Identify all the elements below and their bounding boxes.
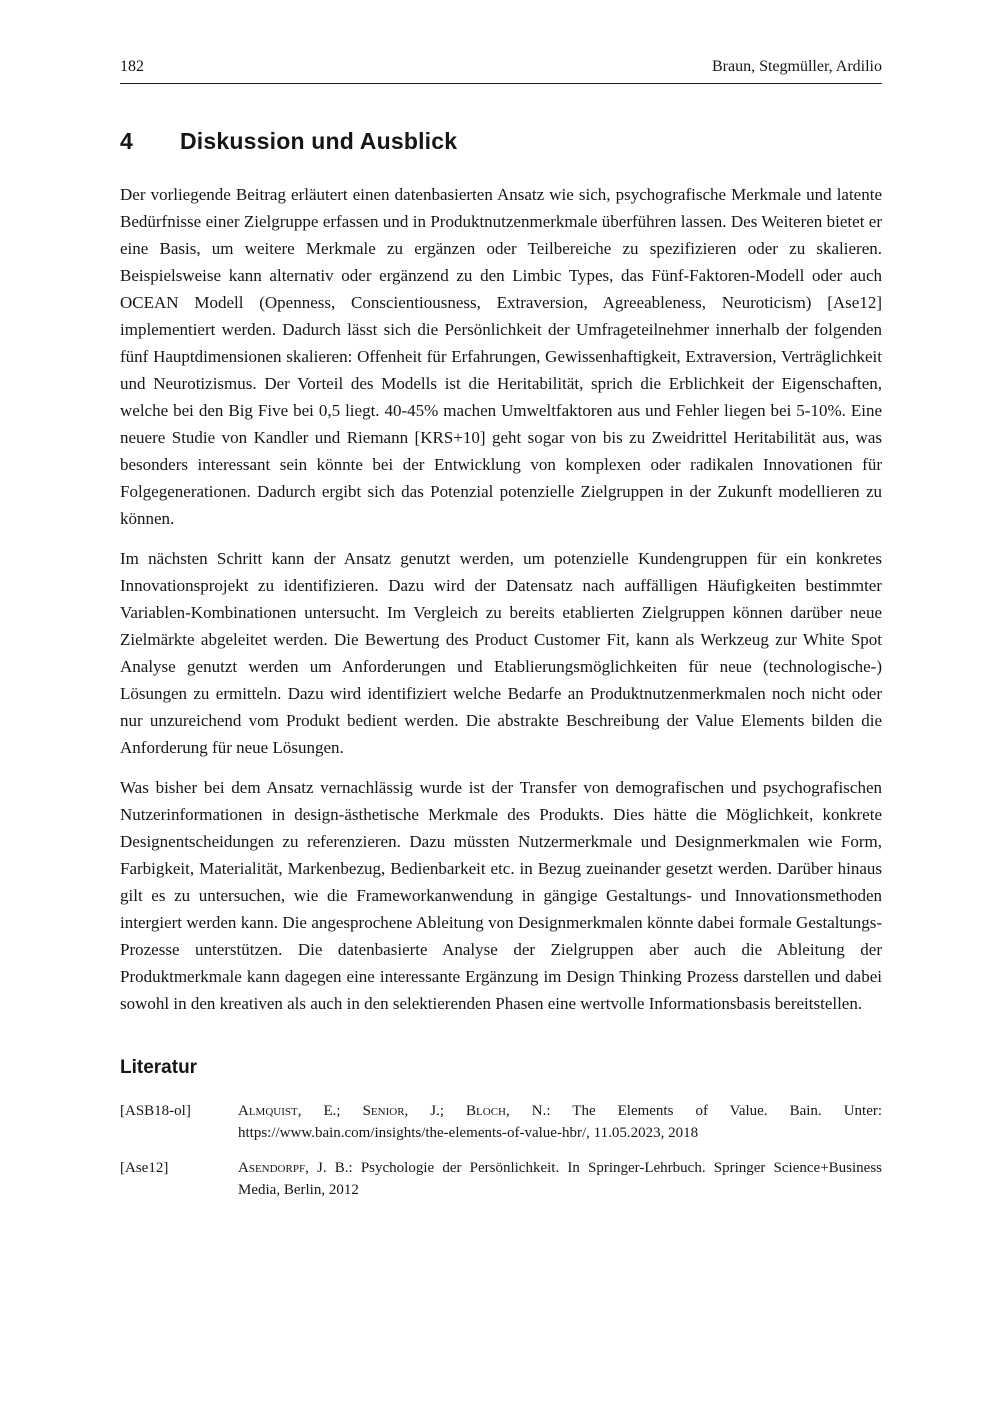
reference-entry xyxy=(120,1158,882,1201)
body-paragraph-2: Im nächsten Schritt kann der Ansatz genutzt werden, um potenzielle Kundengruppen für ein konkretes Innovationsprojekt zu identifizieren. Dazu wird der Datensatz nach auffälligen Häufigkeiten bestimmter Variablen-Kombinationen untersucht. Im Vergleich zu bereits etablierten Zielgruppen können darüber neue Zielmärkte abgeleitet werden. Die Bewertung des Product Customer Fit, kann als Werkzeug zur White Spot Analyse genutzt werden um Anforderungen und Etablierungsmöglichkeiten für neue (technologische-) Lösungen zu ermitteln. Dazu wird identifiziert welche Bedarfe an Produktnutzenmerkmalen noch nicht oder nur unzureichend vom Produkt bedient werden. Die abstrakte Beschreibung der Value Elements bilden die Anforderung für neue Lösungen. xyxy=(120,549,882,757)
running-head-authors: Braun, Stegmüller, Ardilio xyxy=(711,58,882,75)
page-number: 182 xyxy=(120,58,144,75)
body-paragraph-3: Was bisher bei dem Ansatz vernachlässig wurde ist der Transfer von demografischen und psychografischen Nutzerinformationen in design-ästhetische Merkmale des Produkts. Dies hätte die Möglichkeit, konkrete Designentscheidungen zu referenzieren. Dazu müssten Nutzermerkmale und Designmerkmalen wie Form, Farbigkeit, Materialität, Markenbezug, Bedienbarkeit etc. in Bezug zueinander gesetzt werden. Darüber hinaus gilt es zu untersuchen, wie die Frameworkanwendung in gängige Gestaltungs- und Innovationsmethoden intergiert werden kann. Die angesprochene Ableitung von Designmerkmalen könnte dabei formale Gestaltungs-Prozesse unterstützen. Die datenbasierte Analyse der Zielgruppen aber auch die Ableitung der Produktmerkmale kann dagegen eine interessante Ergänzung im Design Thinking Prozess darstellen und dabei sowohl in den kreativen als auch in den selektierenden Phasen eine wertvolle Informationsbasis bereitstellen. xyxy=(120,778,882,1013)
reference-text xyxy=(238,1158,882,1201)
reference-text xyxy=(238,1101,882,1144)
page-header xyxy=(120,58,882,84)
reference-entry xyxy=(120,1101,882,1144)
literature-heading: Literatur xyxy=(120,1057,198,1078)
reference-body: The Elements of Value. Bain. Unter: https://www.bain.com/insights/the-elements-of-value-hbr/, 11.05.2023, 2018 xyxy=(238,1103,883,1141)
section-title: Diskussion und Ausblick xyxy=(180,128,458,154)
reference-label: [ASB18-ol] xyxy=(120,1103,191,1119)
reference-label: [Ase12] xyxy=(120,1160,169,1176)
reference-body: Psychologie der Persönlichkeit. In Springer-Lehrbuch. Springer Science+Business Media, Berlin, 2012 xyxy=(238,1160,882,1198)
section-heading xyxy=(120,128,882,155)
reference-authors: Almquist, E.; Senior, J.; Bloch, N.: xyxy=(238,1103,551,1119)
reference-authors: Asendorpf, J. B.: xyxy=(238,1160,353,1176)
section-number: 4 xyxy=(120,128,133,154)
body-paragraph-1: Der vorliegende Beitrag erläutert einen datenbasierten Ansatz wie sich, psychografische Merkmale und latente Bedürfnisse einer Zielgruppe erfassen und in Produktnutzenmerkmale überführen lassen. Des Weiteren bietet er eine Basis, um weitere Merkmale zu ergänzen oder Teilbereiche zu spezifizieren oder zu skalieren. Beispielsweise kann alternativ oder ergänzend zu den Limbic Types, das Fünf-Faktoren-Modell oder auch OCEAN Modell (Openness, Conscientiousness, Extraversion, Agreeableness, Neuroticism) [Ase12] implementiert werden. Dadurch lässt sich die Persönlichkeit der Umfrageteilnehmer innerhalb der folgenden fünf Hauptdimensionen skalieren: Offenheit für Erfahrungen, Gewissenhaftigkeit, Extraversion, Verträglichkeit und Neurotizismus. Der Vorteil des Modells ist die Heritabilität, sprich die Erblichkeit der Eigenschaften, welche bei den Big Five bei 0,5 liegt. 40-45% machen Umweltfaktoren aus und Fehler liegen bei 5-10%. Eine neuere Studie von Kandler und Riemann [KRS+10] geht sogar von bis zu Zweidrittel Heritabilität aus, was besonders interessant sein könnte bei der Entwicklung von komplexen oder radikalen Innovationen für Folgegenerationen. Dadurch ergibt sich das Potenzial potenzielle Zielgruppen in der Zukunft modellieren zu können. xyxy=(120,185,882,528)
